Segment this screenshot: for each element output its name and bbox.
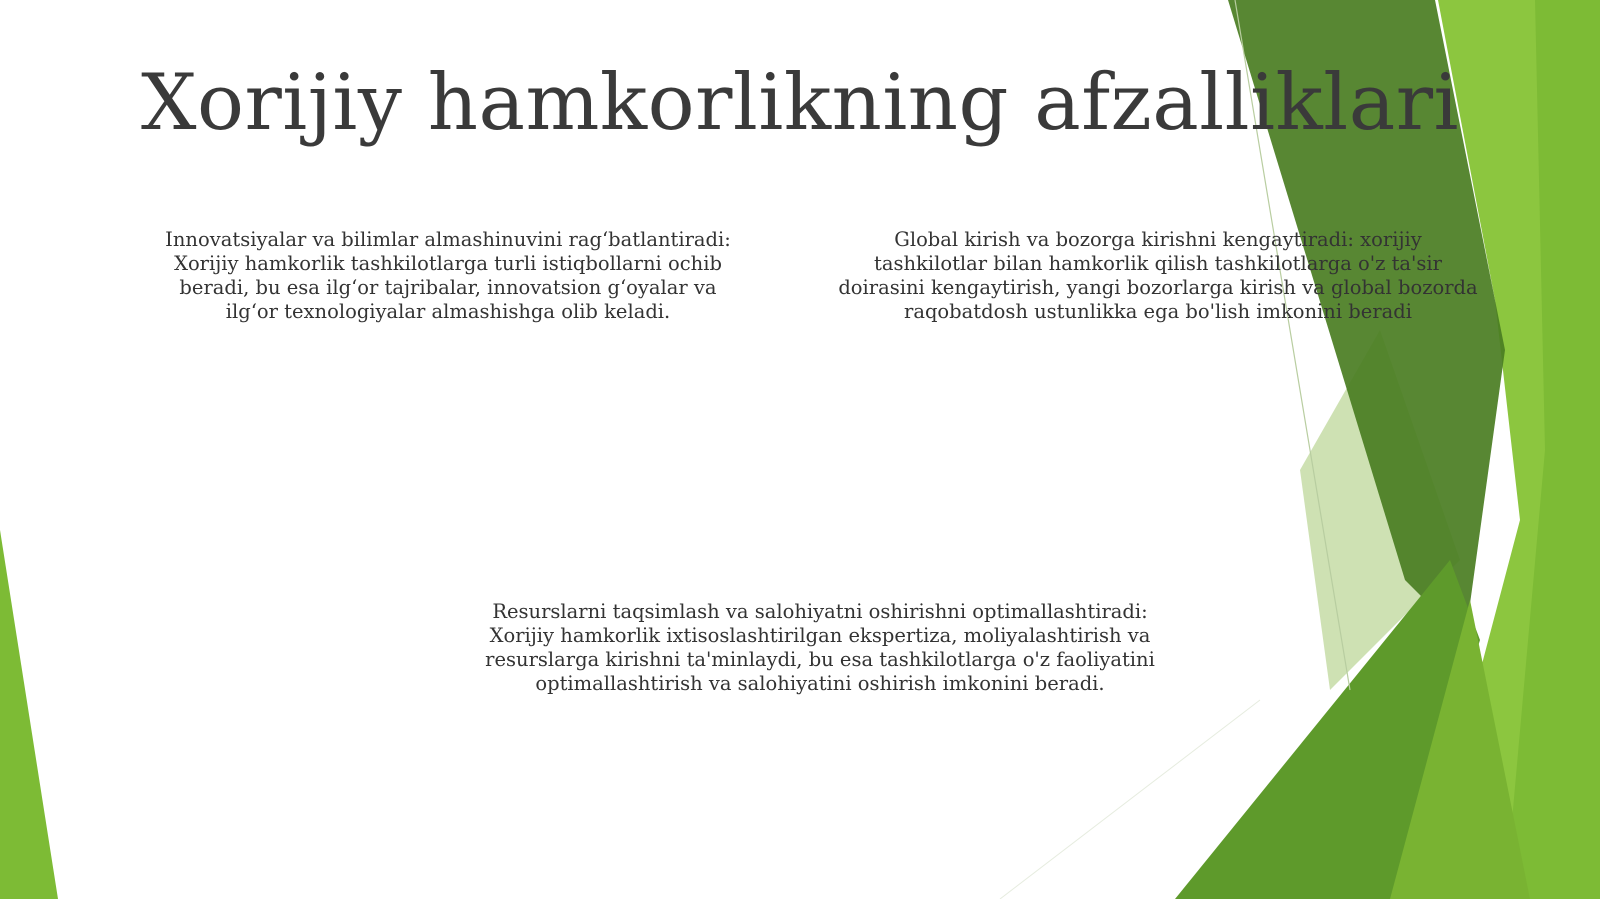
slide-title: Xorijiy hamkorlikning afzalliklari [141,58,1459,148]
benefit-text-global-access: Global kirish va bozorga kirishni kengaytiradi: xorijiy tashkilotlar bilan hamkorlik qilish tashkilotlarga o'z ta'sir doirasini kengaytirish, yangi bozorlarga kirish va global bozorda raqobatdosh ustunlikka ega bo'lish imkonini beradi [838,228,1478,323]
benefit-text-innovation: Innovatsiyalar va bilimlar almashinuvini rag‘batlantiradi: Xorijiy hamkorlik tashkilotlarga turli istiqbollarni ochib beradi, bu esa ilg‘or tajribalar, innovatsion g‘oyalar va ilg‘or texnologiyalar almashishga olib keladi. [165,228,731,323]
left-green-slope [0,530,58,899]
benefit-text-resources: Resurslarni taqsimlash va salohiyatni oshirishni optimallashtiradi: Xorijiy hamkorlik ixtisoslashtirilgan ekspertiza, moliyalashtirish va resurslarga kirishni ta'minlaydi, bu esa tashkilotlarga o'z faoliyatini optimallashtirish va salohiyatini oshirish imkonini beradi. [485,600,1155,695]
